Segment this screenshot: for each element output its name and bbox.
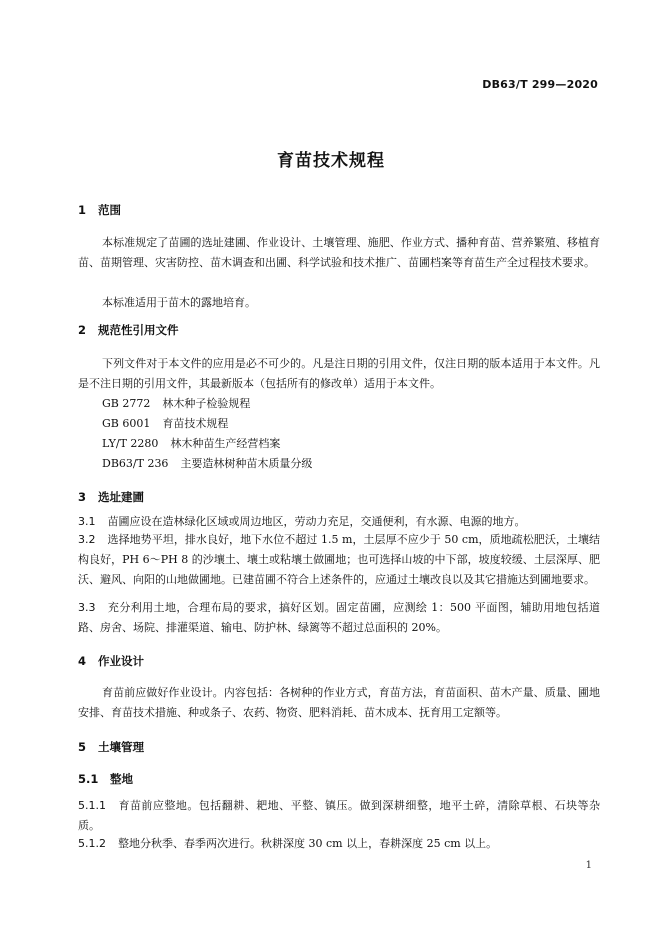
- clause-text: 充分利用土地，合理布局的要求，搞好区划。固定苗圃，应测绘 1：500 平面图，辅助用地包括道路、房舍、场院、排灌渠道、输电、防护林、绿篱等不超过总面积的 20%。: [78, 601, 600, 634]
- subsection-5-1-heading: [78, 771, 133, 787]
- section-4-heading: [78, 653, 144, 669]
- page-number: 1: [585, 860, 592, 871]
- reference-item: [102, 434, 280, 454]
- section-number: 3: [78, 490, 87, 504]
- section-1-paragraph-2: 本标准适用于苗木的露地培育。: [102, 296, 256, 309]
- clause-5-1-1: [78, 796, 600, 836]
- section-5-heading: [78, 739, 144, 755]
- reference-item: [102, 414, 228, 434]
- section-number: 4: [78, 654, 87, 668]
- clause-number: 5.1.2: [78, 837, 106, 850]
- reference-code: GB 2772: [102, 397, 151, 410]
- section-title: 作业设计: [98, 654, 144, 668]
- reference-code: DB63/T 236: [102, 457, 169, 470]
- section-2-intro: 下列文件对于本文件的应用是必不可少的。凡是注日期的引用文件，仅注日期的版本适用于本文件。凡是不注日期的引用文件，其最新版本（包括所有的修改单）适用于本文件。: [78, 357, 600, 390]
- section-1-heading: [78, 202, 121, 218]
- clause-number: 3.3: [78, 601, 96, 614]
- reference-code: LY/T 2280: [102, 437, 159, 450]
- reference-name: 育苗技术规程: [162, 417, 229, 430]
- section-3-heading: [78, 489, 144, 505]
- section-title: 土壤管理: [98, 740, 144, 754]
- reference-name: 主要造林树种苗木质量分级: [180, 457, 313, 470]
- section-1-paragraph-1: 本标准规定了苗圃的选址建圃、作业设计、土壤管理、施肥、作业方式、播种育苗、营养繁殖、移植育苗、苗期管理、灾害防控、苗木调查和出圃、科学试验和技术推广、苗圃档案等育苗生产全过程技术要求。: [78, 236, 600, 269]
- reference-item: [102, 394, 250, 414]
- reference-code: GB 6001: [102, 417, 151, 430]
- subsection-title: 整地: [110, 772, 133, 786]
- section-title: 规范性引用文件: [98, 323, 179, 337]
- document-title: 育苗技术规程: [277, 151, 385, 171]
- clause-5-1-2: [78, 834, 600, 854]
- section-title: 选址建圃: [98, 490, 144, 504]
- clause-text: 育苗前应整地。包括翻耕、耙地、平整、镇压。做到深耕细整，地平土碎，清除草根、石块等杂质。: [78, 799, 600, 832]
- reference-name: 林木种子检验规程: [162, 397, 251, 410]
- clause-number: 5.1.1: [78, 799, 106, 812]
- reference-item: [102, 454, 312, 474]
- clause-number: 3.1: [78, 515, 96, 528]
- standard-code: DB63/T 299—2020: [482, 78, 598, 91]
- clause-text: 整地分秋季、春季两次进行。秋耕深度 30 cm 以上，春耕深度 25 cm 以上。: [118, 837, 498, 850]
- clause-3-1: [78, 512, 600, 532]
- clause-3-2: [78, 530, 600, 590]
- clause-number: 3.2: [78, 533, 96, 546]
- clause-text: 选择地势平坦，排水良好，地下水位不超过 1.5 m，土层厚不应少于 50 cm，质地疏松肥沃，土壤结构良好，PH 6～PH 8 的沙壤土、壤土或粘壤土做圃地；也可选择山坡的中下部，坡度较缓、土层深厚、肥沃、避风、向阳的山地做圃地。已建苗圃不符合上述条件的，应通过土壤改良以及其它措施达到圃地要求。: [78, 533, 600, 586]
- clause-text: 苗圃应设在造林绿化区域或周边地区，劳动力充足，交通便利，有水源、电源的地方。: [107, 515, 526, 528]
- section-4-paragraph: 育苗前应做好作业设计。内容包括：各树种的作业方式，育苗方法，育苗面积、苗木产量、质量、圃地安排、育苗技术措施、种或条子、农药、物资、肥料消耗、苗木成本、抚育用工定额等。: [78, 686, 600, 719]
- clause-3-3: [78, 598, 600, 638]
- section-number: 1: [78, 203, 87, 217]
- subsection-number: 5.1: [78, 772, 99, 786]
- reference-name: 林木种苗生产经营档案: [170, 437, 281, 450]
- section-2-heading: [78, 322, 179, 338]
- section-number: 5: [78, 740, 87, 754]
- section-number: 2: [78, 323, 87, 337]
- section-title: 范围: [98, 203, 121, 217]
